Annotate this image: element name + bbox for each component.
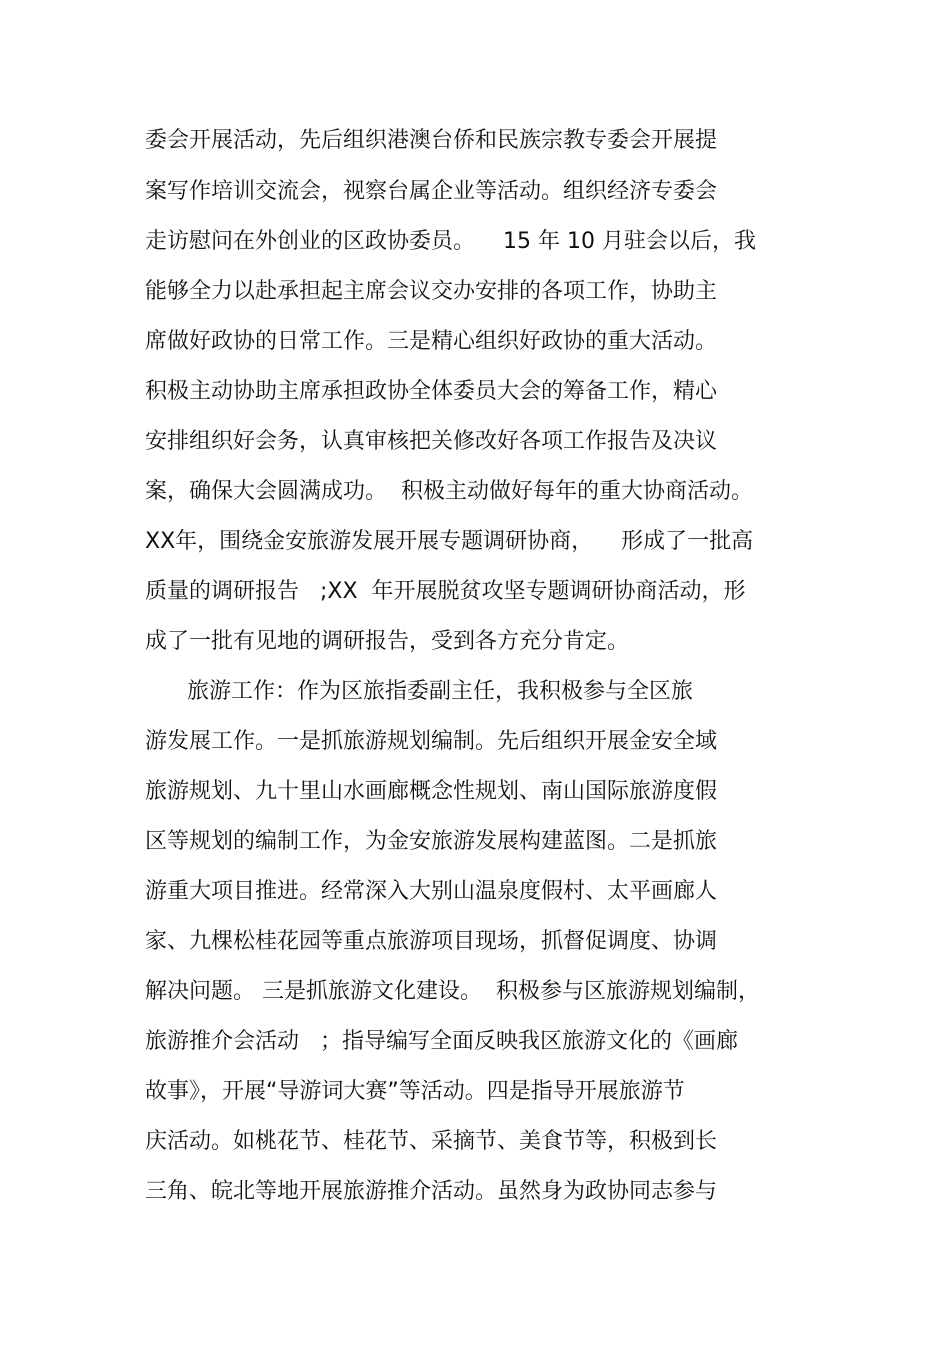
text-line: 区等规划的编制工作，为金安旅游发展构建蓝图。二是抓旅	[145, 829, 718, 854]
text-line: 旅游规划、九十里山水画廊概念性规划、南山国际旅游度假	[145, 779, 718, 804]
text-line: 走访慰问在外创业的区政协委员。 15 年 10 月驻会以后，我	[145, 229, 756, 254]
text-line: 案，确保大会圆满成功。 积极主动做好每年的重大协商活动。	[145, 479, 753, 504]
text-line: 积极主动协助主席承担政协全体委员大会的筹备工作，精心	[145, 379, 718, 404]
text-line: 案写作培训交流会，视察台属企业等活动。组织经济专委会	[145, 179, 718, 204]
text-line: 质量的调研报告 ;XX 年开展脱贫攻坚专题调研协商活动，形	[145, 579, 746, 604]
text-line: 三角、皖北等地开展旅游推介活动。虽然身为政协同志参与	[145, 1179, 718, 1204]
text-line: 游重大项目推进。经常深入大别山温泉度假村、太平画廊人	[145, 879, 718, 904]
text-line: 故事》，开展“导游词大赛”等活动。四是指导开展旅游节	[145, 1079, 685, 1104]
text-line: 能够全力以赴承担起主席会议交办安排的各项工作，协助主	[145, 279, 718, 304]
text-line: XX年，围绕金安旅游发展开展专题调研协商， 形成了一批高	[145, 529, 754, 554]
text-line: 成了一批有见地的调研报告，受到各方充分肯定。	[145, 629, 630, 654]
text-line: 旅游推介会活动 ；指导编写全面反映我区旅游文化的《画廊	[145, 1029, 738, 1054]
text-line: 安排组织好会务，认真审核把关修改好各项工作报告及决议	[145, 429, 718, 454]
text-line: 家、九棵松桂花园等重点旅游项目现场，抓督促调度、协调	[145, 929, 718, 954]
text-line: 庆活动。如桃花节、桂花节、采摘节、美食节等，积极到长	[145, 1129, 718, 1154]
text-line: 委会开展活动，先后组织港澳台侨和民族宗教专委会开展提	[145, 128, 718, 153]
text-line: 解决问题。 三是抓旅游文化建设。 积极参与区旅游规划编制，	[145, 979, 760, 1004]
text-line: 游发展工作。一是抓旅游规划编制。先后组织开展金安全域	[145, 729, 718, 754]
text-line: 席做好政协的日常工作。三是精心组织好政协的重大活动。	[145, 329, 718, 354]
paragraph-start-line: 旅游工作：作为区旅指委副主任，我积极参与全区旅	[145, 679, 693, 704]
